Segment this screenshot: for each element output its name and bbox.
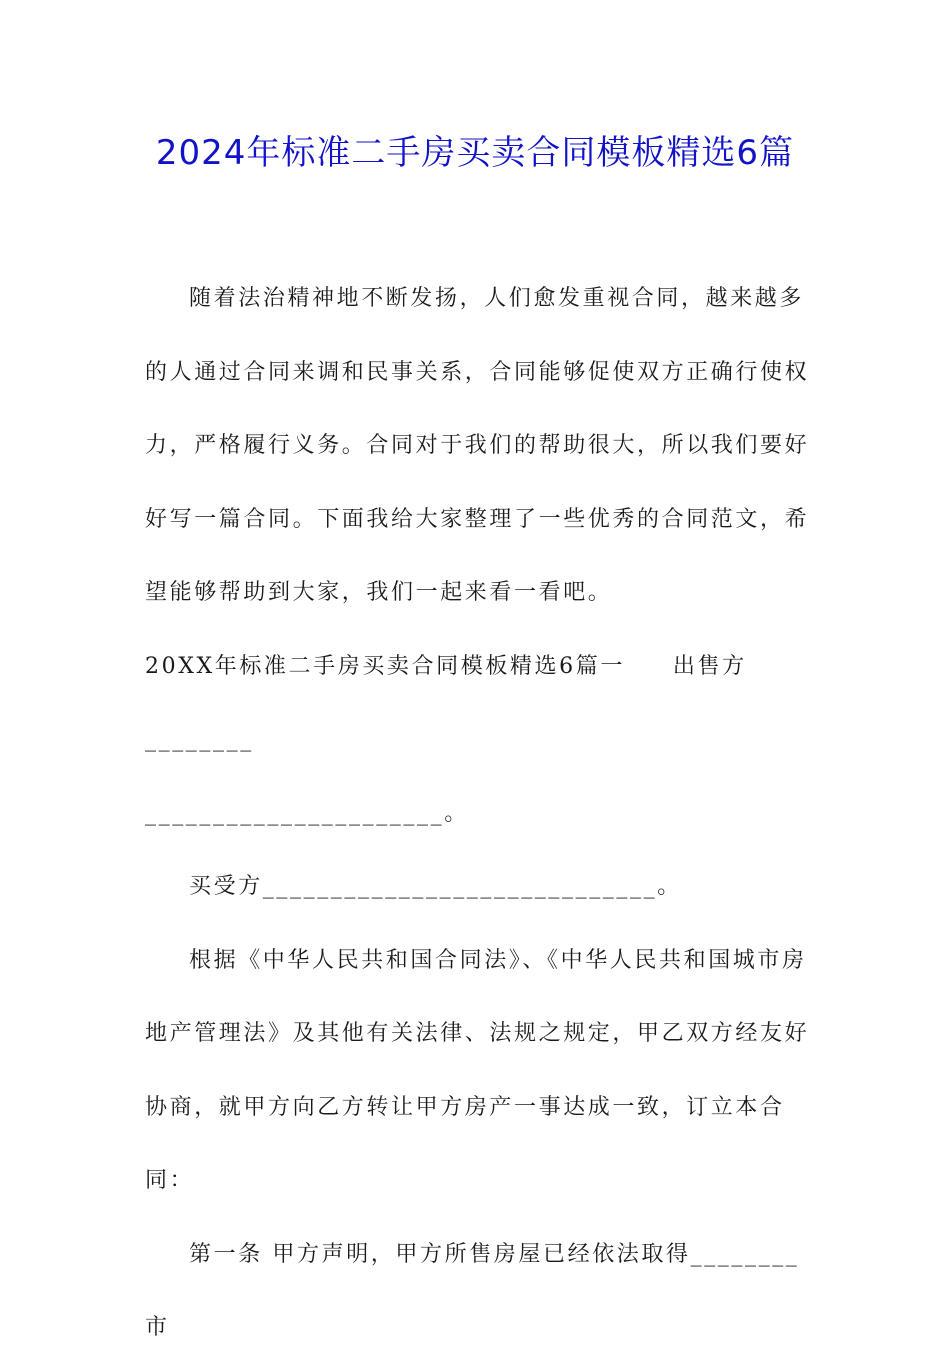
seller-label: 出售方________ [145,653,747,752]
section-heading-line [145,630,810,777]
article-1-paragraph: 第一条 甲方声明，甲方所售房屋已经依法取得________市 [145,1241,800,1340]
document-title: 2024年标准二手房买卖合同模板精选6篇 [155,133,795,173]
seller-continuation [145,777,810,851]
seller-line: ______________________。 [145,800,469,826]
buyer-line: 买受方_____________________________。 [189,874,682,899]
basis-paragraph: 根据《中华人民共和国合同法》、《中华人民共和国城市房地产管理法》及其他有关法律、法规之规定，甲乙双方经友好协商，就甲方向乙方转让甲方房产一事达成一致，订立本合同： [145,947,810,1193]
intro-paragraph: 随着法治精神地不断发扬，人们愈发重视合同，越来越多的人通过合同来调和民事关系，合同能够促使双方正确行使权力，严格履行义务。合同对于我们的帮助很大，所以我们要好好写一篇合同。下面我给大家整理了一些优秀的合同范文，希望能够帮助到大家，我们一起来看一看吧。 [145,286,810,605]
section-heading: 20XX年标准二手房买卖合同模板精选6篇一 [145,653,625,679]
document-body [145,262,810,1365]
